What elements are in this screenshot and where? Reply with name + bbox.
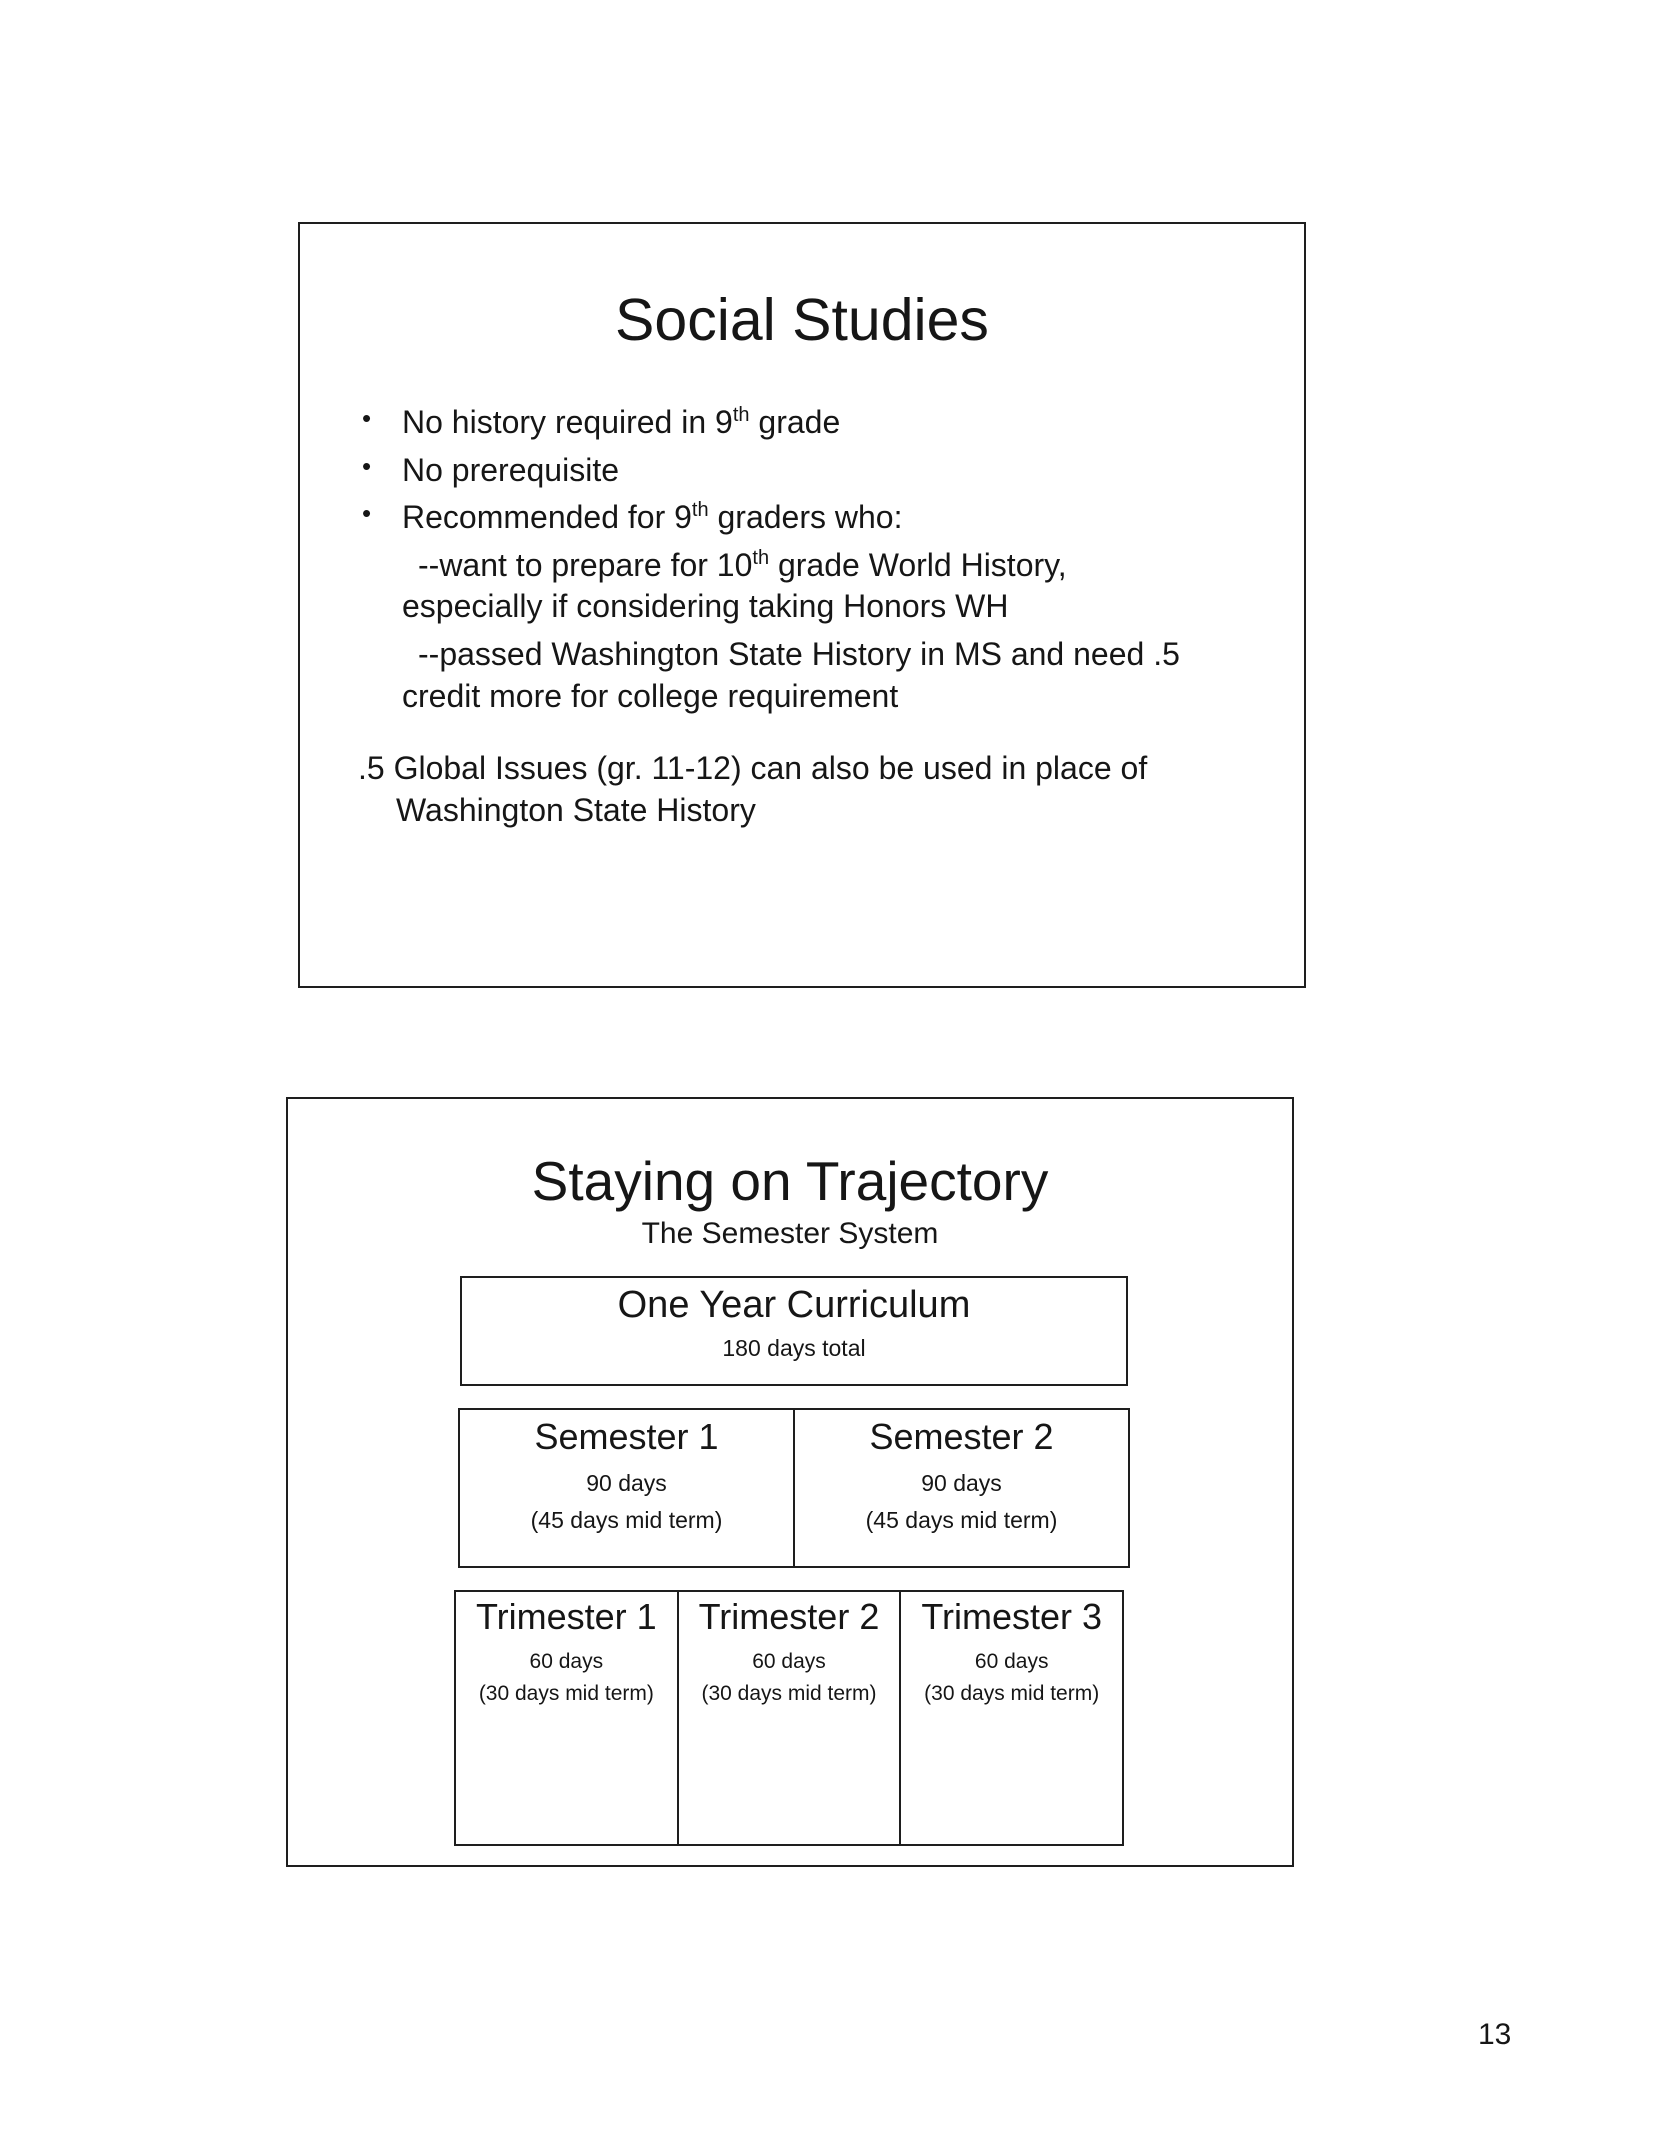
cell-title: Semester 2: [869, 1416, 1054, 1457]
bullet-list: [360, 402, 1260, 717]
note-text: [358, 748, 1258, 831]
semester-row: [458, 1408, 1130, 1568]
semester-cell: [460, 1410, 793, 1566]
sub-item-continuation: especially if considering taking Honors WH: [402, 588, 1009, 625]
trimester-cell: [456, 1592, 677, 1844]
superscript: th: [732, 404, 750, 426]
slide-title: Social Studies: [615, 287, 989, 353]
cell-days: 90 days: [586, 1470, 667, 1496]
bullet-item: [360, 402, 1260, 444]
cell-days: 60 days: [974, 1650, 1049, 1673]
sub-item: [360, 545, 1260, 628]
cell-days: 60 days: [752, 1650, 826, 1673]
cell-title: Trimester 1: [475, 1596, 657, 1637]
superscript: th: [691, 499, 709, 522]
bullet-item: [360, 450, 1260, 492]
cell-title: Semester 1: [534, 1416, 719, 1457]
one-year-curriculum-box: [460, 1276, 1128, 1386]
note-line: Washington State History: [396, 791, 756, 828]
sub-item-text: --passed Washington State History in MS and need .5: [418, 635, 1180, 672]
superscript: th: [752, 546, 770, 569]
bullet-text: grade: [749, 404, 841, 440]
cell-midterm: (45 days mid term): [530, 1507, 723, 1533]
slide-subtitle: The Semester System: [641, 1217, 939, 1250]
bullet-text: No prerequisite: [402, 451, 619, 488]
slide-staying-on-trajectory: [286, 1097, 1294, 1867]
bullet-icon: •: [362, 403, 372, 433]
bullet-item: [360, 497, 1260, 539]
sub-item-continuation: credit more for college requirement: [402, 677, 899, 714]
cell-title: Trimester 3: [921, 1596, 1103, 1637]
bullet-text: Recommended for 9: [402, 499, 692, 536]
cell-midterm: (30 days mid term): [478, 1682, 654, 1705]
bullet-text: graders who:: [708, 499, 903, 536]
cell-midterm: (30 days mid term): [924, 1682, 1100, 1705]
cell-midterm: (30 days mid term): [701, 1682, 877, 1705]
trimester-row: [454, 1590, 1124, 1846]
box-days: 180 days total: [722, 1335, 866, 1361]
bullet-text: No history required in 9: [402, 404, 733, 440]
page-number: 13: [1478, 2018, 1512, 2051]
cell-days: 60 days: [529, 1650, 604, 1673]
cell-title: Trimester 2: [698, 1596, 880, 1637]
box-title: One Year Curriculum: [617, 1284, 971, 1326]
sub-item: [360, 634, 1260, 717]
cell-days: 90 days: [921, 1470, 1002, 1496]
trimester-cell: [899, 1592, 1122, 1844]
slide-title: Staying on Trajectory: [531, 1150, 1049, 1212]
sub-item-text: grade World History,: [769, 546, 1067, 583]
sub-item-text: --want to prepare for 10: [418, 546, 753, 583]
cell-midterm: (45 days mid term): [865, 1507, 1058, 1533]
bullet-icon: •: [362, 450, 372, 481]
note-line: .5 Global Issues (gr. 11-12) can also be used in place of: [358, 750, 1148, 786]
bullet-icon: •: [362, 498, 372, 529]
slide-social-studies: [298, 222, 1306, 988]
semester-cell: [793, 1410, 1128, 1566]
trimester-cell: [677, 1592, 900, 1844]
